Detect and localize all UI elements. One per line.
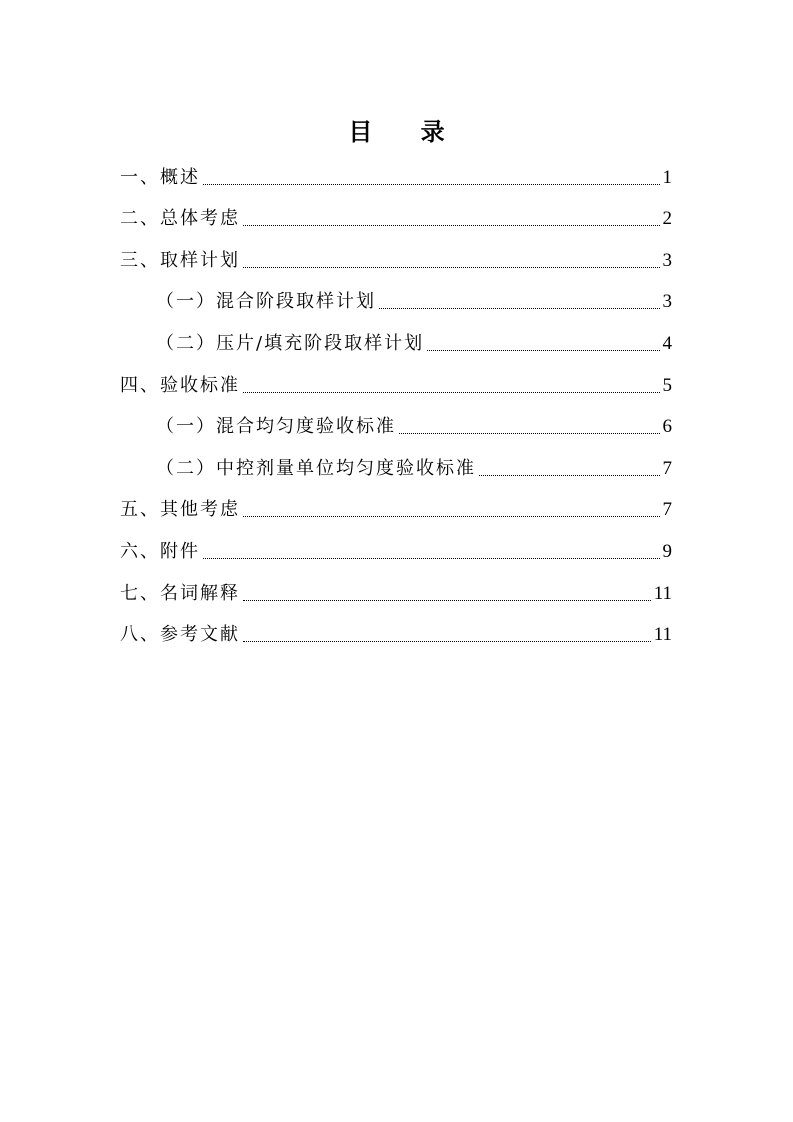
toc-entry-other-considerations[interactable]: [120, 485, 672, 527]
toc-entry-text: （一）混合阶段取样计划: [156, 291, 376, 313]
toc-entry-references[interactable]: [120, 610, 672, 652]
toc-dot-leader: [243, 225, 660, 226]
toc-entry-text: （一）混合均匀度验收标准: [156, 416, 396, 438]
toc-page-number: 11: [653, 624, 672, 646]
toc-dot-leader: [243, 641, 651, 642]
toc-page-number: 2: [662, 208, 672, 230]
toc-entry-blending-sampling-plan[interactable]: [120, 277, 672, 319]
toc-entry-overview[interactable]: [120, 152, 672, 194]
toc-entry-blend-uniformity-criteria[interactable]: [120, 402, 672, 444]
toc-page-number: 5: [662, 374, 672, 396]
toc-dot-leader: [379, 308, 660, 309]
toc-dot-leader: [427, 350, 659, 351]
toc-dot-leader: [243, 516, 660, 517]
toc-entry-general-considerations[interactable]: [120, 194, 672, 236]
toc-dot-leader: [203, 558, 660, 559]
toc-dot-leader: [203, 184, 660, 185]
toc-list: [120, 152, 672, 651]
toc-dot-leader: [479, 475, 660, 476]
toc-page-number: 7: [662, 499, 672, 521]
toc-page-number: 7: [662, 457, 672, 479]
toc-page-number: 3: [662, 291, 672, 313]
toc-page-number: 3: [662, 249, 672, 271]
toc-entry-text: 八、参考文献: [120, 624, 240, 646]
toc-entry-text: 七、名词解释: [120, 582, 240, 604]
toc-entry-in-process-dosage-uniformity-criteria[interactable]: [120, 443, 672, 485]
toc-page-number: 1: [662, 166, 672, 188]
toc-entry-text: 五、其他考虑: [120, 499, 240, 521]
toc-entry-text: 六、附件: [120, 540, 200, 562]
toc-page-number: 6: [662, 416, 672, 438]
toc-dot-leader: [243, 267, 660, 268]
toc-entry-acceptance-criteria[interactable]: [120, 360, 672, 402]
toc-entry-compression-filling-sampling-plan[interactable]: [120, 318, 672, 360]
toc-page-number: 9: [662, 540, 672, 562]
toc-entry-text: （二）中控剂量单位均匀度验收标准: [156, 457, 476, 479]
toc-page-number: 11: [653, 582, 672, 604]
toc-entry-appendix[interactable]: [120, 526, 672, 568]
toc-page-number: 4: [662, 332, 672, 354]
toc-dot-leader: [399, 433, 660, 434]
toc-entry-glossary[interactable]: [120, 568, 672, 610]
toc-dot-leader: [243, 392, 660, 393]
toc-title: 目 录: [348, 117, 465, 146]
toc-entry-text: （二）压片/填充阶段取样计划: [156, 332, 425, 354]
toc-entry-text: 二、总体考虑: [120, 208, 240, 230]
toc-entry-text: 三、取样计划: [120, 249, 240, 271]
toc-dot-leader: [243, 600, 651, 601]
toc-entry-text: 一、概述: [120, 166, 200, 188]
toc-entry-text: 四、验收标准: [120, 374, 240, 396]
toc-entry-sampling-plan[interactable]: [120, 235, 672, 277]
